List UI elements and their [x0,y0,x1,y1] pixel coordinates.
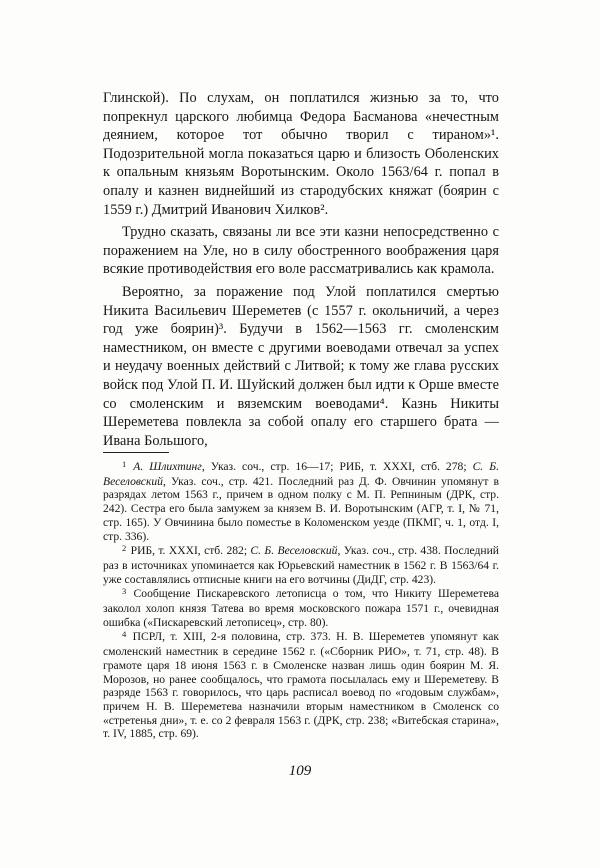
paragraph-2: Трудно сказать, связаны ли все эти казни непосредственно с поражением на Уле, но в силу обостренного воображения царя всякие противодействия его воле рассматривались как крамола. [103,224,499,278]
footnote-2-author: С. Б. Веселовский [250,544,338,558]
footnote-3 [103,587,499,629]
footnote-1-number: 1 [122,459,127,469]
footnote-2-text-2: , Указ. соч., стр. 438. Последний раз в источниках упоминается как Юрьевский наместник в 1562 г. В 1563/64 г. уже составлялись отписные книги на его вотчины (ДиДГ, стр. 423). [103,544,499,586]
footnote-1 [103,460,499,543]
footnote-1-author-1: А. Шлихтинг [133,460,202,473]
footnote-1-text-1: , Указ. соч., стр. 16—17; РИБ, т. XXXI, стб. 278; [201,460,473,473]
footnote-4-text: ПСРЛ, т. XIII, 2-я половина, стр. 373. Н. В. Шереметев упомянут как смоленский наместник в середине 1562 г. («Сборник РИО», т. 71, стр. 48). В грамоте царя 18 июня 1563 г. в Смоленске назван лишь один боярин М. Я. Морозов, но ранее сообщалось, что грамота посылалась ему и Шереметеву. В разряде 1563 г. говорилось, что царь расписал воевод по «годовым службам», причем Н. В. Шереметева назначили вторым наместником в Смоленск со «стретенья дни», т. е. со 2 февраля 1563 г. (ДРК, стр. 238; «Витебская старина», т. IV, 1885, стр. 69). [103,630,499,741]
footnote-2-number: 2 [122,543,127,554]
footnote-1-author-2: С. Б. Веселовский [103,460,499,488]
footnote-3-number: 3 [122,586,127,597]
page-number: 109 [288,763,312,779]
paragraph-3: Вероятно, за поражение под Улой поплатился смертью Никита Васильевич Шереметев (с 1557 г. окольничий, а через год уже боярин)³. Будучи в 1562—1563 гг. смоленским наместником, он вместе с другими воеводами отвечал за успех и неудачу военных действий с Литвой; к тому же глава русских войск под Улой П. И. Шуйский должен был идти к Орше вместе со смоленским и вяземским воеводами⁴. Казнь Никиты Шереметева повлекла за собой опалу его старшего брата — Ивана Большого, [103,283,499,449]
footnotes [103,460,499,742]
footnote-1-text-2: , Указ. соч., стр. 421. Последний раз Д. Ф. Овчинин упомянут в разрядах летом 1563 г., причем в одном полку с М. П. Репниным (ДРК, стр. 242). Сестра его была замужем за князем В. И. Воротынским (АГР, т. I, № 71, стр. 165). У Овчинина было поместье в Коломенском уезде (ПКМГ, ч. 1, отд. I, стр. 336). [103,474,499,543]
footnote-2 [103,544,499,586]
paragraph-1: Глинской). По слухам, он поплатился жизнью за то, что попрекнул царского любимца Федора Басманова «нечестным деянием, которое тот обычно творил с тираном»¹. Подозрительной могла показаться царю и близость Оболенских к опальным князьям Воротынским. Около 1563/64 г. попал в опалу и казнен виднейший из стародубских княжат (боярин с 1559 г.) Дмитрий Иванович Хилков². [103,90,499,218]
footnote-4-number: 4 [122,629,127,640]
footnote-separator [103,452,169,453]
footnote-2-text-1: РИБ, т. XXXI, стб. 282; [130,544,251,558]
footnote-3-text: Сообщение Пискаревского летописца о том, что Никиту Шереметева заколол холоп князя Татева во время московского пожара 1571 г., очевидная ошибка («Пискаревский летописец», стр. 80). [103,587,500,629]
footnote-4 [103,630,499,741]
main-text [103,89,499,454]
